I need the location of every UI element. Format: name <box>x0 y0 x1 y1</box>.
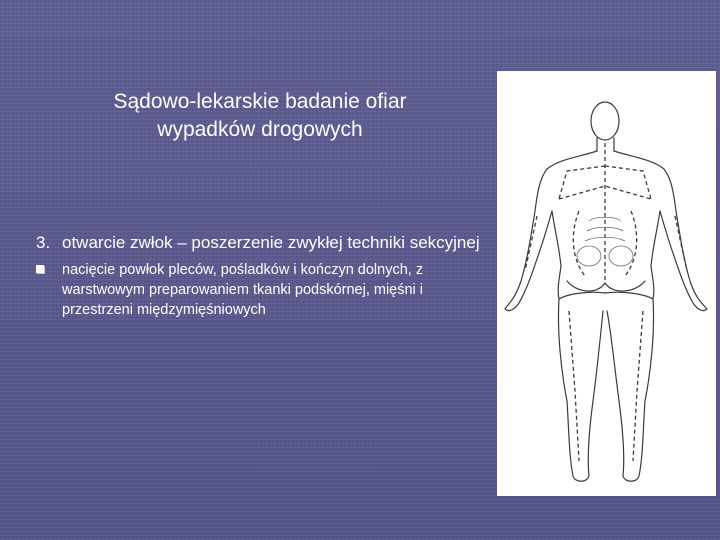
main-point <box>36 232 496 254</box>
sub-bullet <box>36 260 496 320</box>
slide-body <box>36 232 496 320</box>
slide-title <box>40 88 480 144</box>
body-back-icon <box>497 71 716 496</box>
body-diagram <box>497 71 716 496</box>
point-text: otwarcie zwłok – poszerzenie zwykłej techniki sekcyjnej <box>62 233 480 252</box>
point-number: 3. <box>36 233 51 252</box>
bullet-text: nacięcie powłok pleców, pośladków i kończyn dolnych, z warstwowym preparowaniem tkanki podskórnej, mięśni i przestrzeni międzymięśniowych <box>62 262 424 318</box>
slide-title-line-2: wypadków drogowych <box>157 118 363 141</box>
slide-title-line-1: Sądowo-lekarskie badanie ofiar <box>113 90 407 113</box>
square-bullet-icon <box>36 265 44 273</box>
